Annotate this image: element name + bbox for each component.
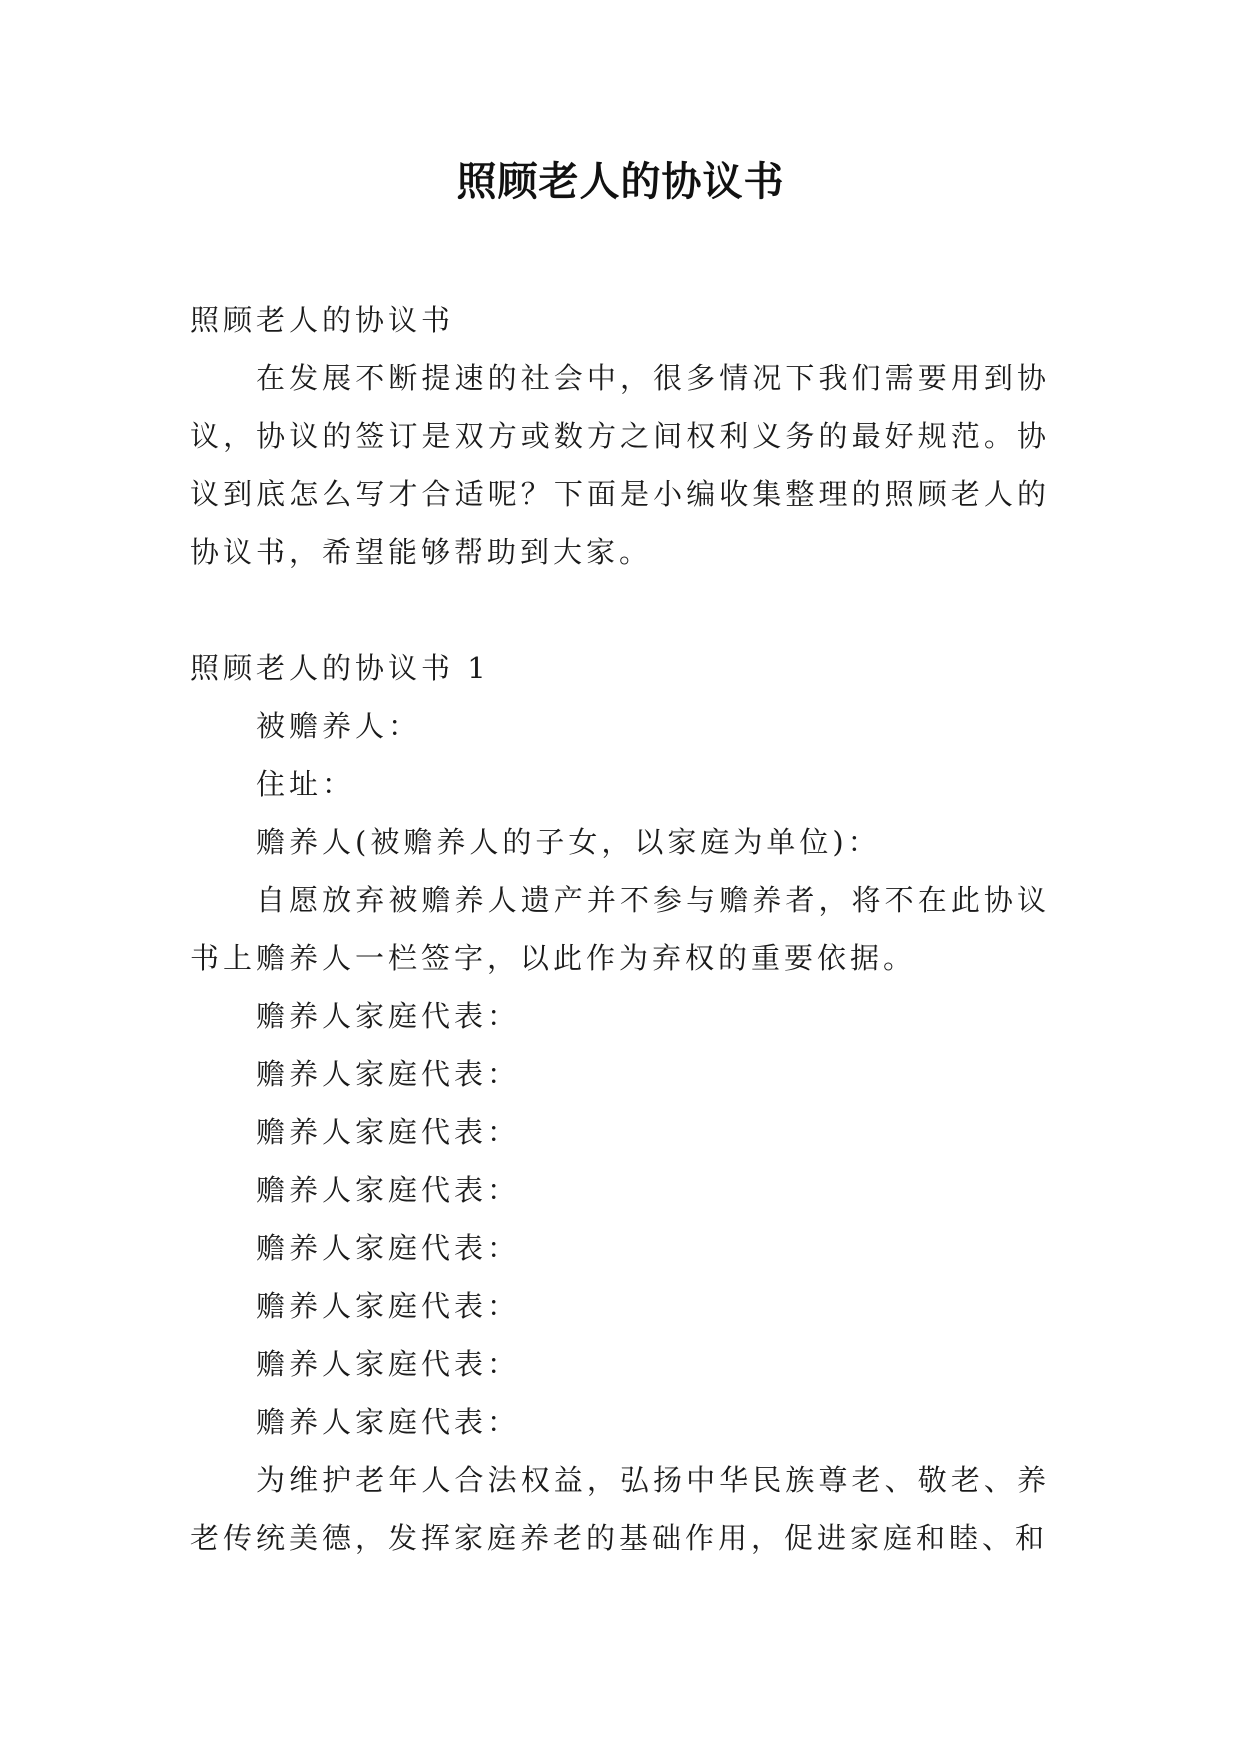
subtitle: 照顾老人的协议书 <box>190 303 455 337</box>
representative-line: 赡养人家庭代表： <box>256 1115 521 1149</box>
supporter-field: 赡养人(被赡养人的子女，以家庭为单位)： <box>256 825 881 859</box>
representative-line: 赡养人家庭代表： <box>256 1057 521 1091</box>
representative-line: 赡养人家庭代表： <box>256 999 521 1033</box>
representative-line: 赡养人家庭代表： <box>256 1173 521 1207</box>
waiver-paragraph: 自愿放弃被赡养人遗产并不参与赡养者，将不在此协议书上赡养人一栏签字，以此作为弃权的重要依据。 <box>190 883 1050 975</box>
dependent-field: 被赡养人： <box>256 709 422 743</box>
address-field: 住址： <box>256 767 356 801</box>
representative-line: 赡养人家庭代表： <box>256 1405 521 1439</box>
intro-paragraph: 在发展不断提速的社会中，很多情况下我们需要用到协议，协议的签订是双方或数方之间权利义务的最好规范。协议到底怎么写才合适呢？下面是小编收集整理的照顾老人的协议书，希望能够帮助到大家。 <box>190 361 1050 569</box>
closing-paragraph: 为维护老年人合法权益，弘扬中华民族尊老、敬老、养老传统美德，发挥家庭养老的基础作用，促进家庭和睦、和 <box>190 1463 1050 1555</box>
section-heading: 照顾老人的协议书 1 <box>190 651 490 685</box>
representative-line: 赡养人家庭代表： <box>256 1347 521 1381</box>
document-body <box>190 291 1050 1567</box>
section-spacer <box>190 581 1050 639</box>
document-title: 照顾老人的协议书 <box>456 158 785 205</box>
representative-line: 赡养人家庭代表： <box>256 1231 521 1265</box>
representative-line: 赡养人家庭代表： <box>256 1289 521 1323</box>
